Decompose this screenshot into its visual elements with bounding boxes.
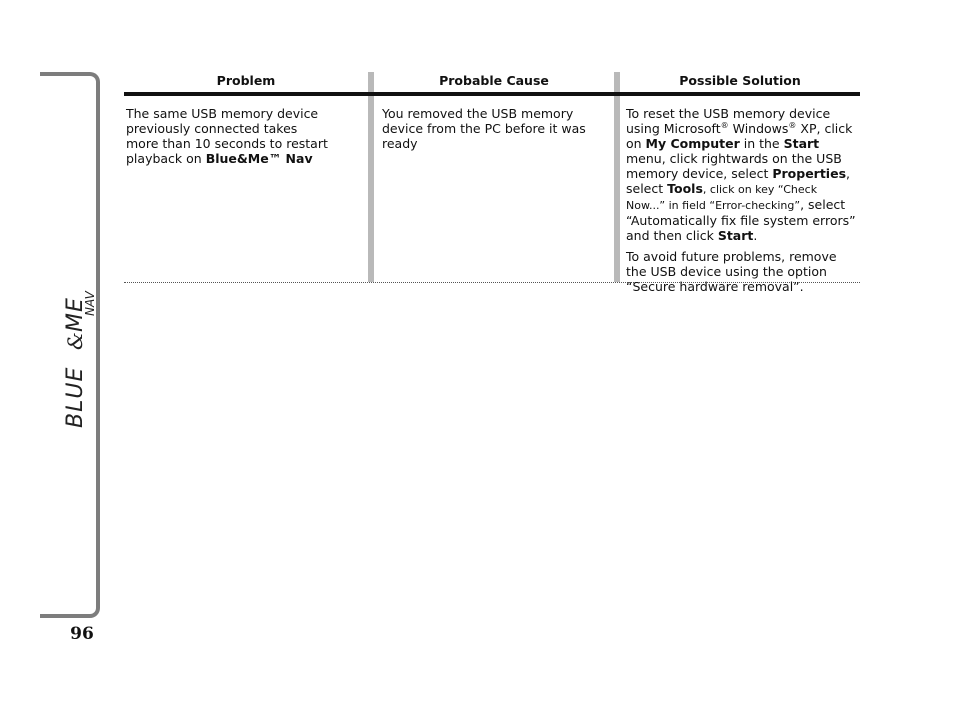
troubleshooting-table xyxy=(124,72,860,294)
product-name: Blue&Me™ Nav xyxy=(205,151,313,166)
solution-paragraph-2: To avoid future problems, remove the USB device using the option “Secure hardware removal”. xyxy=(626,249,837,294)
problem-line: previously connected takes xyxy=(126,121,298,136)
column-separator xyxy=(368,72,374,282)
problem-line: more than 10 seconds to restart xyxy=(126,136,328,151)
problem-line xyxy=(126,151,364,166)
cell-probable-cause: You removed the USB memory device from the PC before it was ready xyxy=(382,106,586,151)
solution-paragraph-1: To reset the USB memory device using Microsoft® Windows® XP, click on My Computer in the Start menu, click rightwards on the USB memory device, select Properties, select Tools, click on key “Check Now...” in field “Error-checking”, select “Automatically fix file system errors” and then click Start. xyxy=(626,106,856,243)
problem-text: playback on xyxy=(126,151,206,166)
page-number: 96 xyxy=(70,624,94,644)
problem-line: The same USB memory device xyxy=(126,106,319,121)
header-rule xyxy=(124,92,860,96)
logo-part2: ME xyxy=(63,297,88,332)
logo-part1: BLUE xyxy=(63,366,88,428)
header-problem: Problem xyxy=(216,73,276,88)
header-probable-cause: Probable Cause xyxy=(439,73,549,88)
logo-amp: & xyxy=(63,332,87,350)
cell-possible-solution xyxy=(626,106,858,300)
header-possible-solution: Possible Solution xyxy=(679,73,801,88)
logo-part3: NAV xyxy=(83,291,97,316)
cell-problem xyxy=(126,106,364,166)
blue-and-me-nav-logo xyxy=(52,270,98,430)
column-separator xyxy=(614,72,620,282)
